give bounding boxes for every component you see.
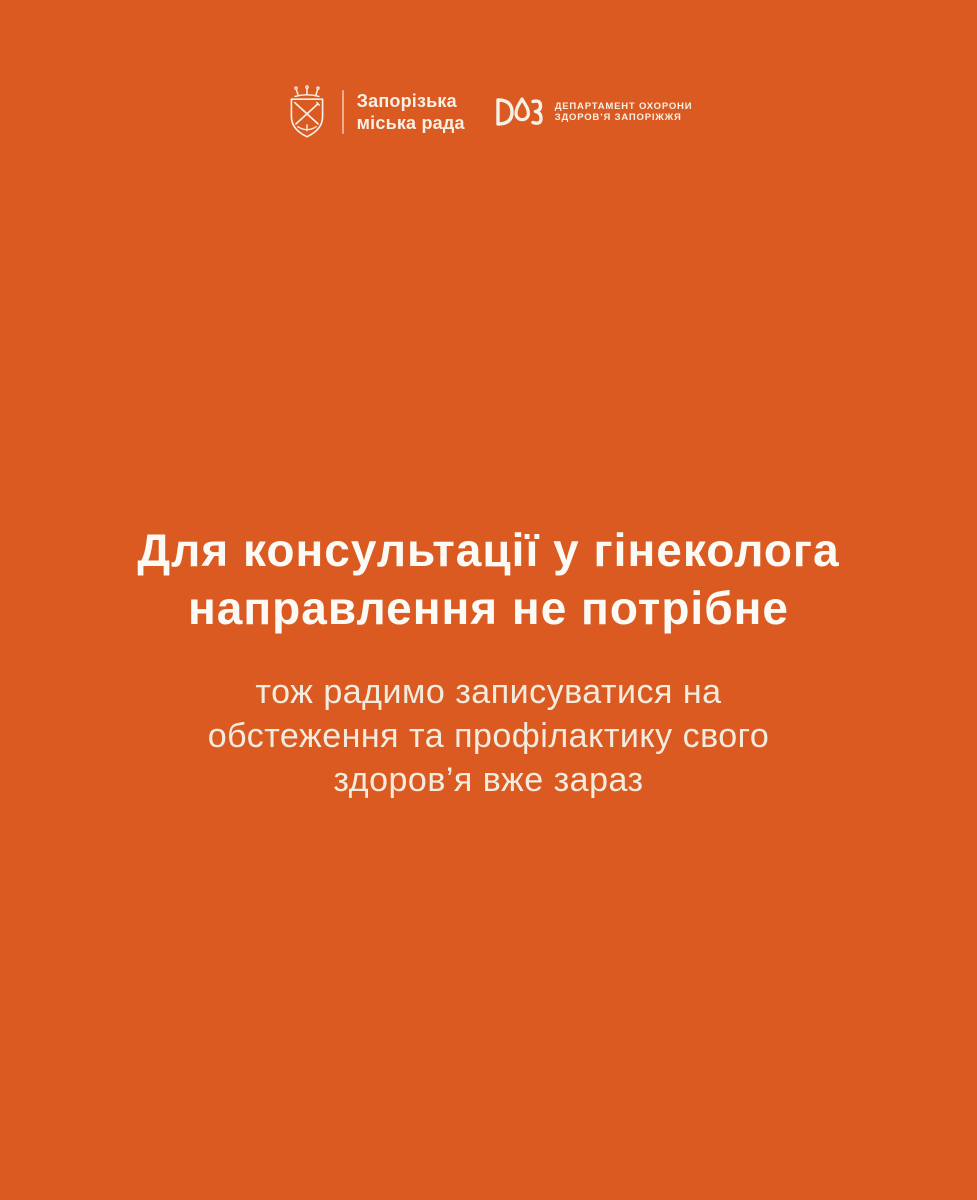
city-council-name-line2: міська рада — [356, 113, 465, 133]
poster-subtext-line1: тож радимо записуватися на — [255, 673, 722, 711]
city-council-name-line1: Запорізька — [356, 91, 457, 111]
poster-heading-line1: Для консультації у гінеколога — [137, 524, 840, 576]
health-department-brand — [491, 95, 693, 129]
poster-subtext-line3: здоров’я вже зараз — [333, 761, 644, 799]
zaporizhzhia-coat-of-arms-icon — [285, 84, 329, 140]
doz-monogram-icon — [491, 95, 545, 129]
poster-heading-line2: направлення не потрібне — [188, 582, 789, 634]
poster-subtext-line2: обстеження та профілактику свого — [207, 717, 770, 755]
health-department-name-line1: ДЕПАРТАМЕНТ ОХОРОНИ — [554, 100, 693, 112]
brand-divider — [342, 90, 344, 134]
poster-subtext — [0, 670, 977, 802]
header-logos — [0, 84, 977, 140]
city-council-name — [357, 90, 465, 134]
poster-heading — [0, 521, 977, 637]
city-council-brand — [285, 84, 465, 140]
health-department-name-line2: ЗДОРОВ’Я ЗАПОРІЖЖЯ — [554, 112, 682, 123]
health-department-name — [555, 101, 693, 124]
